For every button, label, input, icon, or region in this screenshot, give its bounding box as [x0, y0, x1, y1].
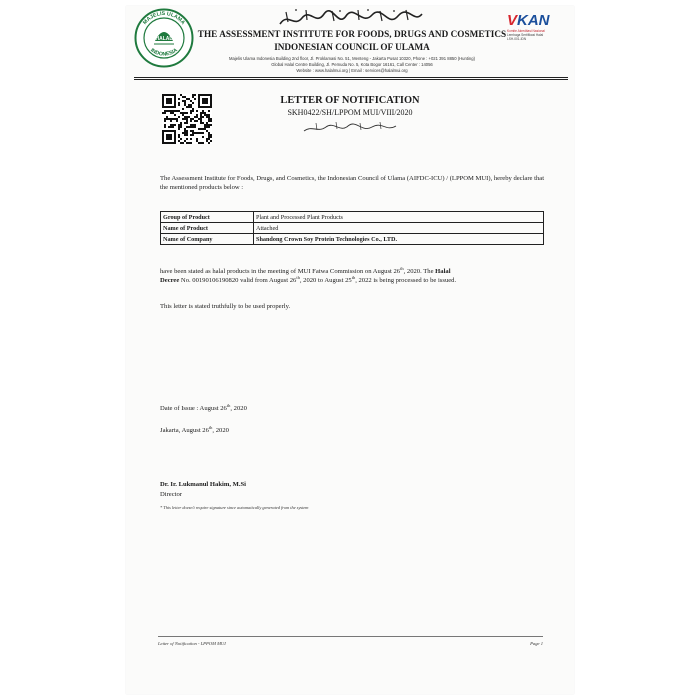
- letter-title: LETTER OF NOTIFICATION: [280, 95, 420, 106]
- institute-name: THE ASSESSMENT INSTITUTE FOR FOODS, DRUGS AND COSMETICS: [197, 29, 507, 39]
- kan-line-3: LSH-001-IDN: [507, 37, 527, 42]
- product-info-table: [160, 211, 544, 245]
- kan-line-2: Lembaga Sertifikasi Halal: [507, 33, 544, 38]
- arabic-calligraphy-header: [276, 6, 426, 30]
- address-line-2: Global Halal Centre Building, Jl. Pemuda No. 5, Kota Bogor 16161, Call Center : 14056: [271, 62, 433, 67]
- kan-line-1: Komite Akreditasi Nasional: [507, 29, 545, 33]
- address-line-1: Majelis Ulama Indonesia Building 2nd floor, Jl. Proklamasi No. 51, Menteng - Jakarta Pusat 10320, Phone : +021 391 8850 (Hunting): [229, 56, 475, 61]
- footer-page-number: Page 1: [530, 641, 543, 646]
- statement-paragraph: have been stated as halal products in the meeting of MUI Fatwa Commission on August 26th, 2020. The Halal Decree No. 00190106190820 valid from August 26th, 2020 to August 25th, 2022 is being processed to be issued.: [160, 265, 457, 284]
- table-value-cell: Shandong Crown Soy Protein Technologies Co., LTD.: [254, 234, 544, 245]
- table-row: [161, 234, 544, 245]
- footer-divider: [158, 636, 543, 637]
- address-line-3: Website : www.halalmui.org | Email : services@halalmui.org: [296, 68, 408, 73]
- kan-accreditation-logo: [507, 13, 567, 61]
- mui-seal-logo: [134, 8, 194, 68]
- table-label-cell: Group of Product: [161, 212, 254, 223]
- header-divider-2: [134, 79, 568, 80]
- footer-document-name: Letter of Notification - LPPOM MUI: [158, 641, 226, 646]
- table-label-cell: Name of Product: [161, 223, 254, 234]
- signature-note: * This letter doesn't require signature since automatically generated from the system: [160, 505, 309, 510]
- letter-number: SKH0422/SH/LPPOM MUI/VIII/2020: [287, 108, 413, 117]
- truthful-statement: This letter is stated truthfully to be used properly.: [160, 303, 291, 310]
- signatory-name: Dr. Ir. Lukmanul Hakim, M.Si: [160, 481, 246, 488]
- qr-code: [162, 94, 212, 144]
- basmala-calligraphy: [302, 121, 398, 135]
- table-value-cell: Plant and Processed Plant Products: [254, 212, 544, 223]
- council-name: INDONESIAN COUNCIL OF ULAMA: [274, 42, 430, 52]
- table-row: [161, 223, 544, 234]
- header-address: [196, 56, 508, 74]
- kan-logo-text: VKAN: [507, 12, 550, 29]
- signatory-role: Director: [160, 491, 182, 498]
- table-value-cell: Attached: [254, 223, 544, 234]
- table-label-cell: Name of Company: [161, 234, 254, 245]
- svg-text:HALAL: HALAL: [155, 36, 173, 42]
- header-divider: [134, 77, 568, 78]
- place-and-date: Jakarta, August 26th, 2020: [160, 424, 229, 434]
- intro-paragraph: The Assessment Institute for Foods, Drugs, and Cosmetics, the Indonesian Council of Ulama (AIFDC-ICU) / (LPPOM MUI), hereby declare that the mentioned products below :: [160, 175, 545, 191]
- svg-text:INDONESIA: INDONESIA: [149, 47, 179, 58]
- table-row: [161, 212, 544, 223]
- svg-text:MAJELIS ULAMA: MAJELIS ULAMA: [142, 10, 186, 26]
- date-of-issue: Date of Issue : August 26th, 2020: [160, 402, 247, 412]
